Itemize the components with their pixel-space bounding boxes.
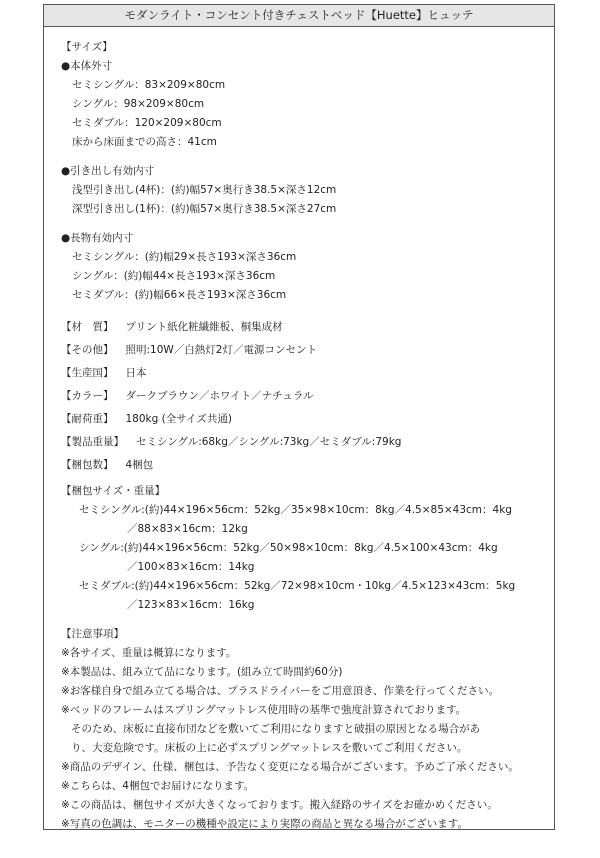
spec-weight bbox=[61, 433, 547, 452]
spec-content bbox=[61, 38, 547, 834]
note-line: ※ベッドのフレームはスプリングマットレス使用時の基準で強度計算されております。 bbox=[61, 704, 467, 716]
body-outer-item: 床から床面までの高さ：41cm bbox=[72, 136, 217, 148]
packing-size-name: セミダブル: bbox=[79, 580, 135, 592]
long-inner-heading: ●長物有効内寸 bbox=[61, 232, 134, 244]
packing-size-name: シングル: bbox=[79, 542, 124, 554]
spec-label: 【生産国】 bbox=[61, 367, 114, 379]
spec-label: 【その他】 bbox=[61, 344, 114, 356]
spec-other bbox=[61, 341, 547, 360]
note-line: ※商品のデザイン、仕様、梱包は、予告なく変更になる場合がございます。予めご了承ください。 bbox=[61, 761, 519, 773]
note-line: そのため、床板に直接布団などを敷いてご利用になりますと破損の原因となる場合があ bbox=[71, 723, 481, 735]
spec-label: 【梱包数】 bbox=[61, 459, 114, 471]
spec-value: セミシングル:68kg／シングル:73kg／セミダブル:79kg bbox=[136, 436, 402, 448]
spec-country bbox=[61, 364, 547, 383]
note-line: ※こちらは、4梱包でお届けになります。 bbox=[61, 780, 255, 792]
long-inner-item: シングル：(約)幅44×長さ193×深さ36cm bbox=[72, 270, 276, 282]
packing-heading: 【梱包サイズ・重量】 bbox=[61, 485, 166, 497]
spec-color bbox=[61, 387, 547, 406]
body-outer-item: セミシングル：83×209×80cm bbox=[72, 79, 226, 91]
body-outer-item: セミダブル：120×209×80cm bbox=[72, 117, 222, 129]
spec-value: 日本 bbox=[125, 367, 147, 379]
note-line: り、大変危険です。床板の上に必ずスプリングマットレスを敷いてご利用ください。 bbox=[71, 742, 468, 754]
drawer-inner-item: 浅型引き出し(4杯)：(約)幅57×奥行き38.5×深さ12cm bbox=[72, 184, 337, 196]
spec-load bbox=[61, 410, 547, 429]
spec-package-count bbox=[61, 456, 547, 475]
packing-row bbox=[61, 501, 547, 520]
body-outer-item: シングル：98×209×80cm bbox=[72, 98, 205, 110]
packing-row bbox=[61, 539, 547, 558]
drawer-inner-item: 深型引き出し(1杯)：(約)幅57×奥行き38.5×深さ27cm bbox=[72, 203, 337, 215]
size-heading: 【サイズ】 bbox=[61, 41, 113, 53]
note-line: ※本製品は、組み立て品になります。(組み立て時間約60分) bbox=[61, 666, 343, 678]
product-title: モダンライト・コンセント付きチェストベッド【Huette】ヒュッテ bbox=[44, 5, 554, 27]
spec-material bbox=[61, 318, 547, 337]
packing-line: (約)44×196×56cm：52kg／72×98×10cm・10kg／4.5×123×43cm：5kg bbox=[134, 580, 516, 592]
note-line: ※お客様自身で組み立てる場合は、プラスドライバーをご用意頂き、作業を行ってください。 bbox=[61, 685, 500, 697]
spec-label: 【材 質】 bbox=[61, 321, 114, 333]
note-line: ※この商品は、梱包サイズが大きくなっております。搬入経路のサイズをお確かめください。 bbox=[61, 799, 498, 811]
note-line: ※写真の色調は、モニターの機種や設定により実際の商品と異なる場合がございます。 bbox=[61, 818, 468, 830]
notes-heading: 【注意事項】 bbox=[61, 628, 124, 640]
packing-line-cont: ／100×83×16cm：14kg bbox=[127, 561, 255, 573]
packing-line: (約)44×196×56cm：52kg／35×98×10cm：8kg／4.5×85×43cm：4kg bbox=[144, 504, 512, 516]
drawer-inner-heading: ●引き出し有効内寸 bbox=[61, 165, 155, 177]
spec-label: 【カラー】 bbox=[61, 390, 114, 402]
packing-line-cont: ／88×83×16cm：12kg bbox=[127, 523, 248, 535]
long-inner-item: セミダブル：(約)幅66×長さ193×深さ36cm bbox=[72, 289, 287, 301]
packing-line: (約)44×196×56cm：52kg／50×98×10cm：8kg／4.5×100×43cm：4kg bbox=[123, 542, 498, 554]
spec-value: 180kg (全サイズ共通) bbox=[125, 413, 232, 425]
spec-value: プリント紙化粧繊維板、桐集成材 bbox=[125, 321, 283, 333]
packing-line-cont: ／123×83×16cm：16kg bbox=[127, 599, 255, 611]
spec-value: 照明:10W／白熱灯2灯／電源コンセント bbox=[125, 344, 317, 356]
product-spec-panel bbox=[43, 4, 555, 830]
packing-row bbox=[61, 577, 547, 596]
note-line: ※各サイズ、重量は概算になります。 bbox=[61, 647, 237, 659]
body-outer-heading: ●本体外寸 bbox=[61, 60, 113, 72]
spec-label: 【耐荷重】 bbox=[61, 413, 114, 425]
long-inner-item: セミシングル：(約)幅29×長さ193×深さ36cm bbox=[72, 251, 297, 263]
spec-label: 【製品重量】 bbox=[61, 436, 124, 448]
spec-value: ダークブラウン／ホワイト／ナチュラル bbox=[125, 390, 314, 402]
spec-value: 4梱包 bbox=[125, 459, 154, 471]
packing-size-name: セミシングル: bbox=[79, 504, 145, 516]
